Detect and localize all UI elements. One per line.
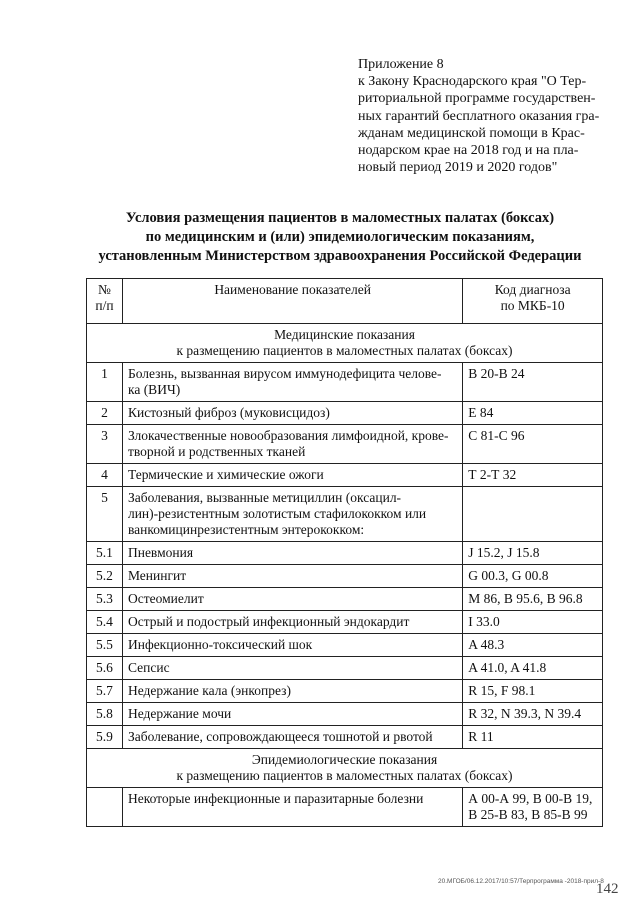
- title-line: Условия размещения пациентов в маломестных палатах (боксах): [125, 210, 555, 226]
- row-name: Некоторые инфекционные и паразитарные болезни: [122, 788, 462, 827]
- row-num: 5.5: [87, 634, 123, 657]
- appendix-block: [358, 56, 608, 176]
- row-name: Пневмония: [122, 542, 462, 565]
- row-code: R 11: [463, 726, 603, 749]
- row-name: Менингит: [122, 565, 462, 588]
- row-name: Недержание кала (энкопрез): [122, 680, 462, 703]
- table-row: [87, 788, 603, 827]
- row-code: I 33.0: [463, 611, 603, 634]
- appendix-line: жданам медицинской помощи в Крас-: [358, 125, 585, 141]
- row-num: 1: [87, 363, 123, 402]
- row-code: A 48.3: [463, 634, 603, 657]
- row-num: 5.7: [87, 680, 123, 703]
- section-medical-row: [87, 324, 603, 363]
- table-row: [87, 402, 603, 425]
- section-medical: Медицинские показания к размещению пациентов в маломестных палатах (боксах): [87, 324, 603, 363]
- table-row: [87, 487, 603, 542]
- row-name: Болезнь, вызванная вирусом иммунодефицита челове- ка (ВИЧ): [122, 363, 462, 402]
- table-row: [87, 464, 603, 487]
- table-row: [87, 634, 603, 657]
- table-row: [87, 363, 603, 402]
- row-num: 5.2: [87, 565, 123, 588]
- title-line: по медицинским и (или) эпидемиологическим показаниям,: [145, 229, 535, 245]
- row-code: А 00-А 99, В 00-В 19, В 25-В 83, В 85-В 99: [463, 788, 603, 827]
- row-code: G 00.3, G 00.8: [463, 565, 603, 588]
- appendix-line: Приложение 8: [358, 57, 444, 72]
- row-name: Термические и химические ожоги: [122, 464, 462, 487]
- document-title: [60, 209, 620, 266]
- row-name: Острый и подострый инфекционный эндокардит: [122, 611, 462, 634]
- row-num: 4: [87, 464, 123, 487]
- title-line: установленным Министерством здравоохранения Российской Федерации: [98, 248, 582, 264]
- row-name: Сепсис: [122, 657, 462, 680]
- section-epidemiological-row: [87, 749, 603, 788]
- row-name: Инфекционно-токсический шок: [122, 634, 462, 657]
- row-code: J 15.2, J 15.8: [463, 542, 603, 565]
- row-name: Заболевания, вызванные метициллин (оксацил- лин)-резистентным золотистым стафилококком или ванкомицинрезистентным энтерококком:: [122, 487, 462, 542]
- footer-note: 20.МГОБ/06.12.2017/10:57/Терпрограмма -2018-прил-8: [438, 878, 604, 885]
- row-code: С 81-С 96: [463, 425, 603, 464]
- appendix-line: нодарском крае на 2018 год и на пла-: [358, 143, 579, 159]
- table-row: [87, 542, 603, 565]
- row-name: Злокачественные новообразования лимфоидной, крове- творной и родственных тканей: [122, 425, 462, 464]
- section-epidemiological: Эпидемиологические показания к размещению пациентов в маломестных палатах (боксах): [87, 749, 603, 788]
- appendix-line: ных гарантий бесплатного оказания гра-: [358, 108, 600, 124]
- row-code: [463, 487, 603, 542]
- row-code: В 20-В 24: [463, 363, 603, 402]
- row-num: 5.8: [87, 703, 123, 726]
- table-header-row: [87, 279, 603, 324]
- row-num: 5.1: [87, 542, 123, 565]
- row-code: R 15, F 98.1: [463, 680, 603, 703]
- row-name: Недержание мочи: [122, 703, 462, 726]
- table-row: [87, 565, 603, 588]
- row-code: A 41.0, A 41.8: [463, 657, 603, 680]
- table-row: [87, 657, 603, 680]
- table-row: [87, 425, 603, 464]
- table-row: [87, 680, 603, 703]
- row-code: M 86, В 95.6, В 96.8: [463, 588, 603, 611]
- row-code: E 84: [463, 402, 603, 425]
- header-num: № п/п: [87, 279, 123, 324]
- header-name: Наименование показателей: [122, 279, 462, 324]
- row-num: 5.6: [87, 657, 123, 680]
- appendix-line: к Закону Краснодарского края "О Тер-: [358, 74, 587, 90]
- row-num: [87, 788, 123, 827]
- row-name: Кистозный фиброз (муковисцидоз): [122, 402, 462, 425]
- row-num: 5.4: [87, 611, 123, 634]
- appendix-line: новый период 2019 и 2020 годов": [358, 160, 558, 176]
- header-code: Код диагноза по МКБ-10: [463, 279, 603, 324]
- row-code: R 32, N 39.3, N 39.4: [463, 703, 603, 726]
- row-num: 5.9: [87, 726, 123, 749]
- row-code: Т 2-Т 32: [463, 464, 603, 487]
- row-name: Остеомиелит: [122, 588, 462, 611]
- table-row: [87, 588, 603, 611]
- row-num: 5.3: [87, 588, 123, 611]
- page-number: 142: [596, 881, 619, 897]
- table-row: [87, 703, 603, 726]
- row-num: 3: [87, 425, 123, 464]
- row-num: 5: [87, 487, 123, 542]
- table-row: [87, 726, 603, 749]
- table-row: [87, 611, 603, 634]
- indications-table: [86, 278, 603, 827]
- row-name: Заболевание, сопровождающееся тошнотой и рвотой: [122, 726, 462, 749]
- row-num: 2: [87, 402, 123, 425]
- appendix-line: риториальной программе государствен-: [358, 91, 596, 107]
